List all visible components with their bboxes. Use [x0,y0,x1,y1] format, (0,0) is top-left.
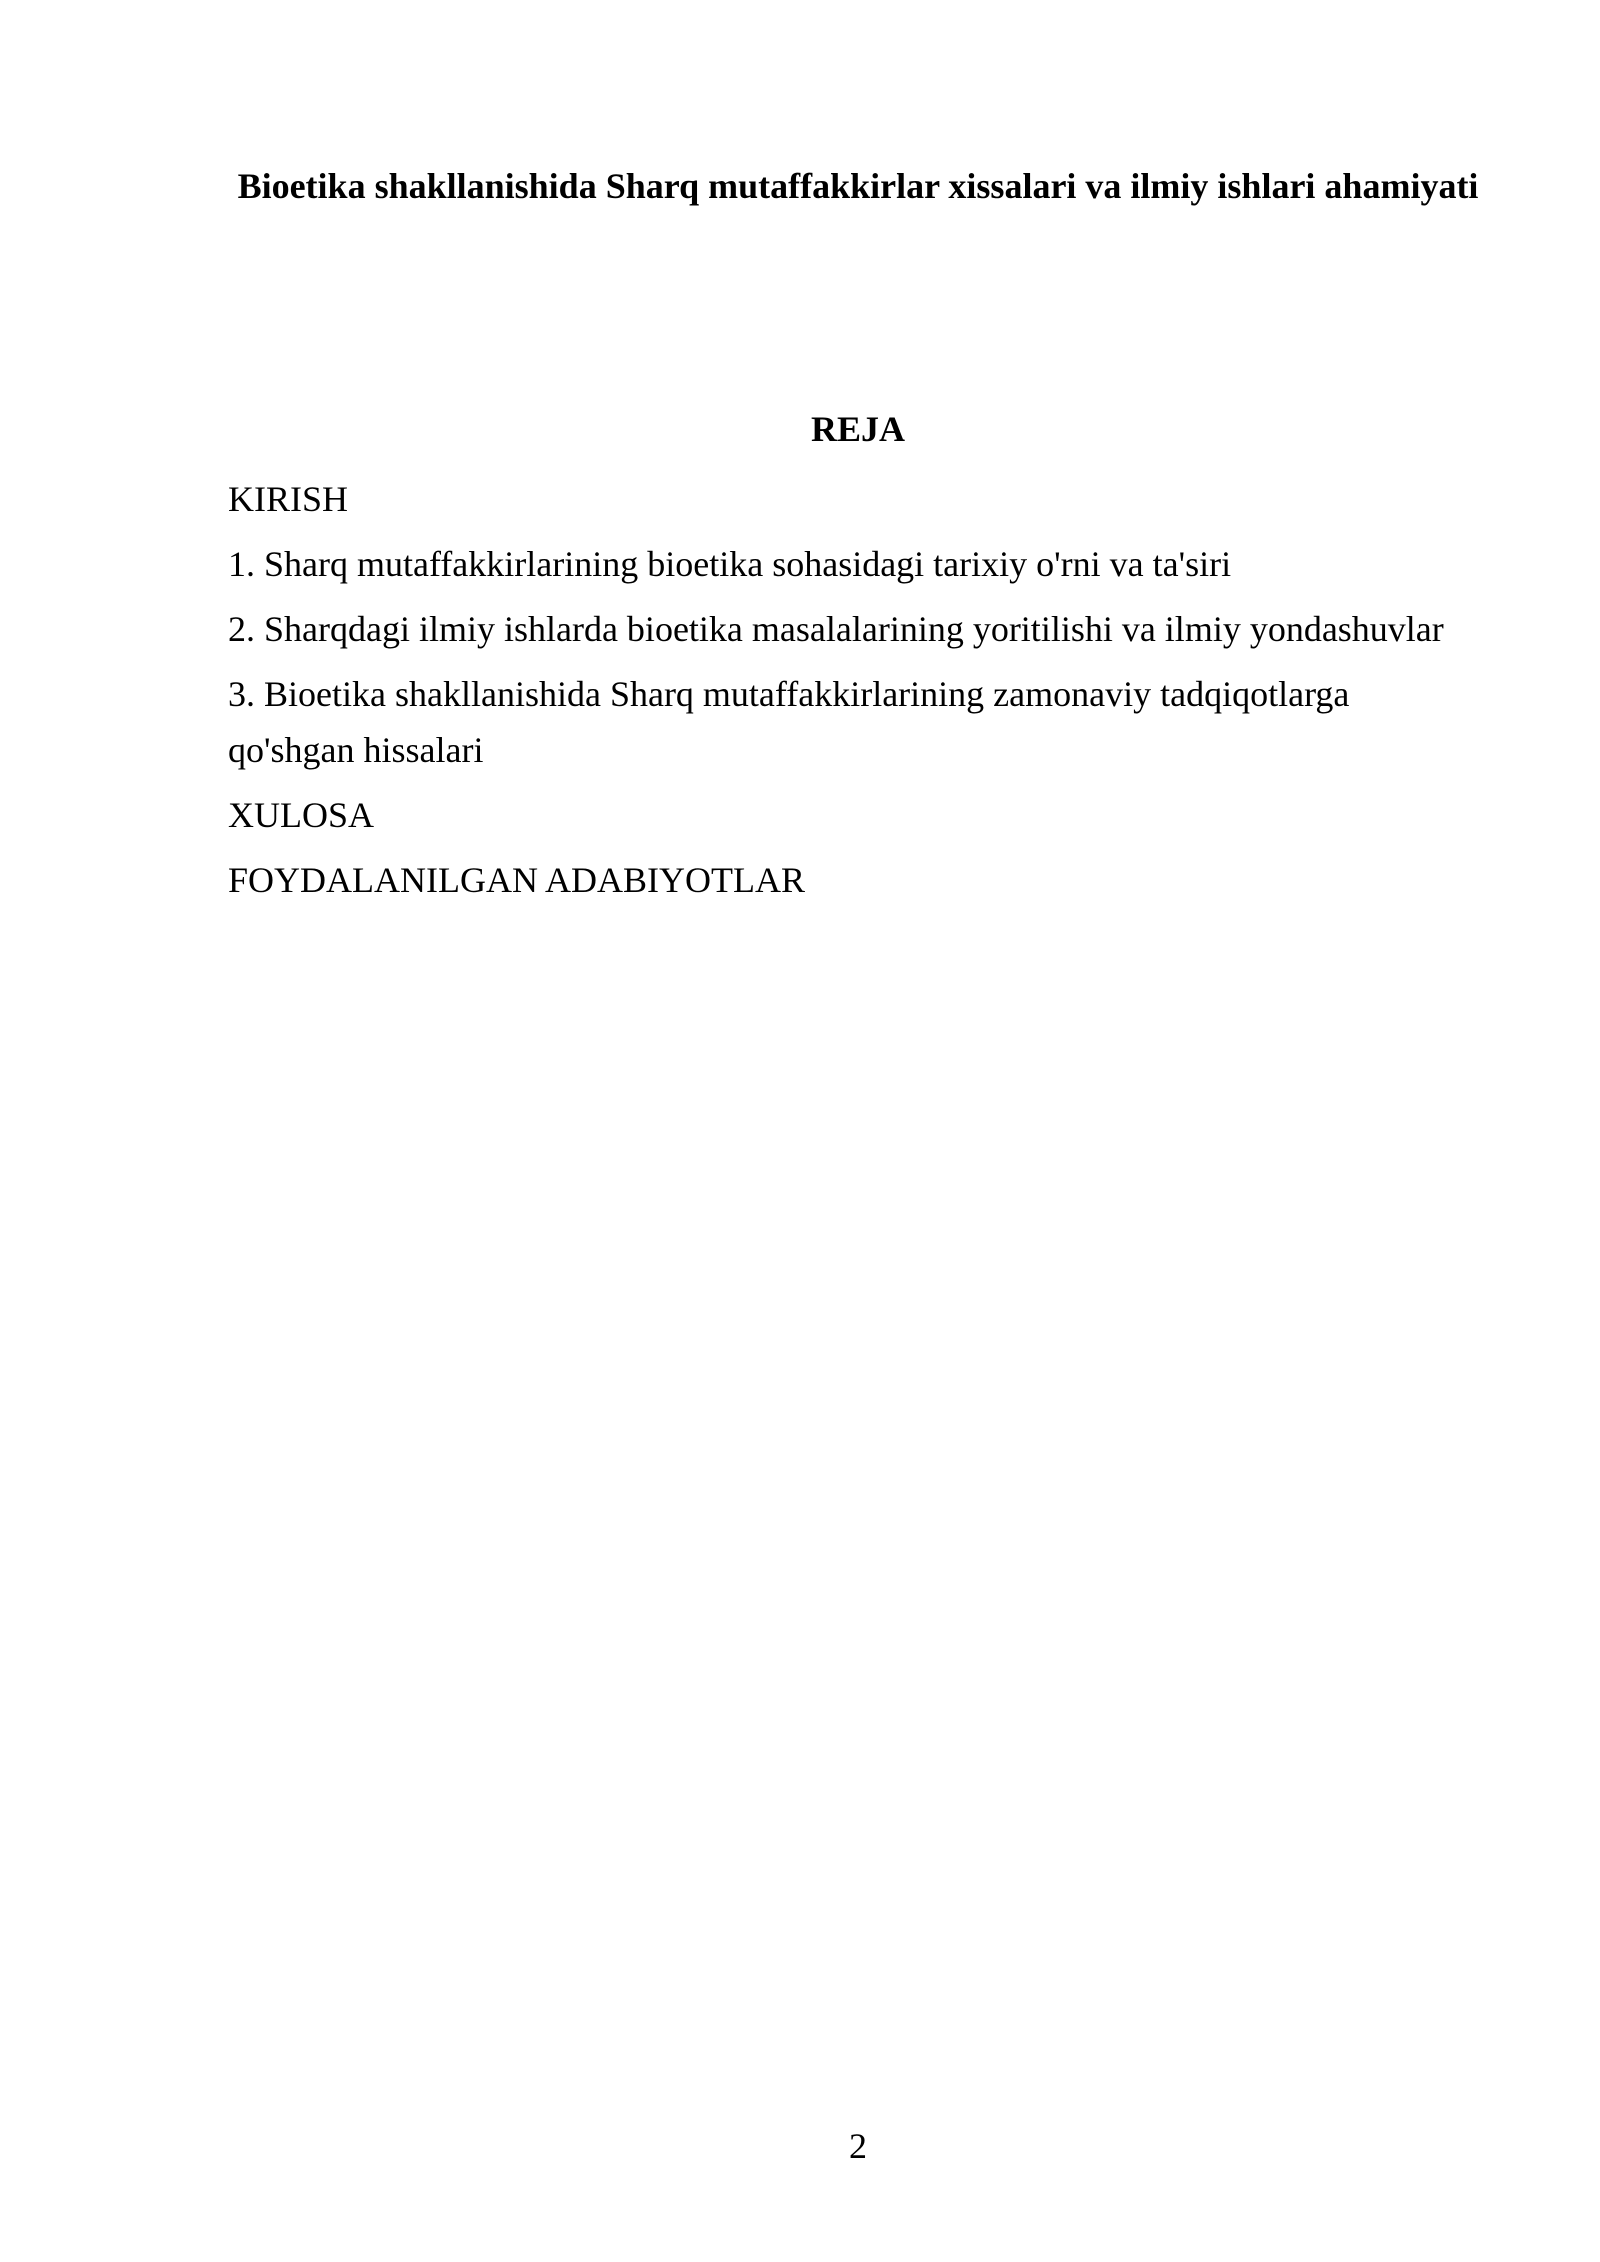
plan-item-intro: KIRISH [228,479,349,519]
plan-item-conclusion: XULOSA [228,795,375,835]
plan-item-1: 1. Sharq mutaffakkirlarining bioetika sohasidagi tarixiy o'rni va ta'siri [228,544,1232,584]
plan-item-3: 3. Bioetika shakllanishida Sharq mutaffakkirlarining zamonaviy tadqiqotlarga qo'shgan hissalari [228,674,1350,770]
page-number: 2 [849,2126,867,2166]
plan-item-references: FOYDALANILGAN ADABIYOTLAR [228,860,805,900]
plan-item-2: 2. Sharqdagi ilmiy ishlarda bioetika masalalarining yoritilishi va ilmiy yondashuvlar [228,609,1444,649]
plan-heading: REJA [810,409,905,449]
document-title: Bioetika shakllanishida Sharq mutaffakkirlar xissalari va ilmiy ishlari ahamiyati [237,166,1479,206]
plan-list [228,471,1468,917]
